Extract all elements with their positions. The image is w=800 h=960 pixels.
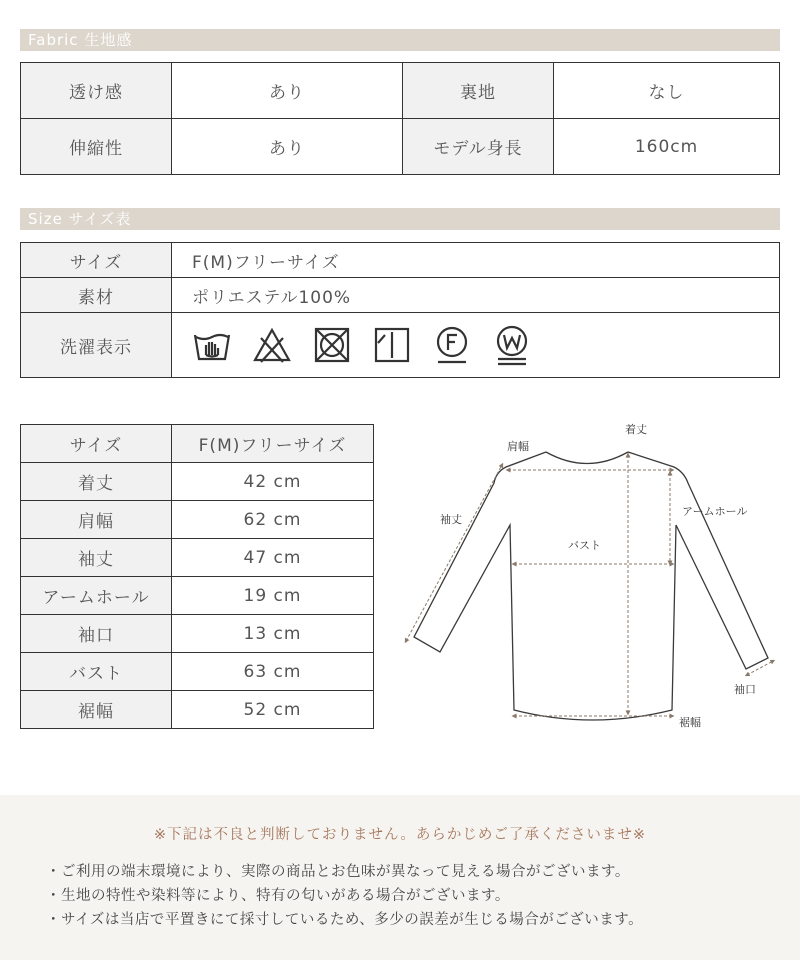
size-value: F(M)フリーサイズ (172, 243, 780, 278)
table-row (21, 577, 374, 615)
measurement-value: 62 cm (172, 501, 374, 539)
measurement-label: 裾幅 (21, 691, 172, 729)
measurement-label: 肩幅 (21, 501, 172, 539)
measurement-label: 着丈 (21, 463, 172, 501)
measurement-value: 47 cm (172, 539, 374, 577)
wash-label: 洗濯表示 (21, 313, 172, 378)
table-row (21, 615, 374, 653)
label-sleeve: 袖丈 (440, 513, 462, 526)
label-bust: バスト (568, 539, 601, 552)
material-value: ポリエステル100% (172, 278, 780, 313)
label-shoulder: 肩幅 (507, 440, 529, 453)
fabric-label: モデル身長 (403, 119, 554, 175)
table-row (21, 425, 374, 463)
no-tumble-dry-icon (312, 325, 352, 365)
table-row (21, 691, 374, 729)
garment-outline (414, 452, 768, 720)
table-row (21, 119, 780, 175)
measurement-label: 袖口 (21, 615, 172, 653)
measurement-value: 19 cm (172, 577, 374, 615)
notes-list (46, 860, 800, 932)
fabric-label: 裏地 (403, 63, 554, 119)
measurement-value: 52 cm (172, 691, 374, 729)
label-cuff: 袖口 (734, 683, 756, 696)
material-label: 素材 (21, 278, 172, 313)
table-row (21, 243, 780, 278)
measurement-label: バスト (21, 653, 172, 691)
size-table (20, 242, 780, 378)
table-row (21, 278, 780, 313)
measurement-label: 袖丈 (21, 539, 172, 577)
fabric-label: 伸縮性 (21, 119, 172, 175)
label-hem: 裾幅 (679, 716, 701, 729)
measurement-header-label: サイズ (21, 425, 172, 463)
size-label: サイズ (21, 243, 172, 278)
fabric-value: あり (172, 119, 403, 175)
measurement-value: 42 cm (172, 463, 374, 501)
notes-section (0, 795, 800, 960)
table-row (21, 463, 374, 501)
table-row (21, 653, 374, 691)
fabric-label: 透け感 (21, 63, 172, 119)
fabric-table (20, 62, 780, 175)
wash-icons-cell (172, 313, 780, 378)
fabric-value: 160cm (554, 119, 780, 175)
hand-wash-icon (192, 325, 232, 365)
fabric-section-heading: Fabric 生地感 (20, 29, 780, 51)
fabric-value: あり (172, 63, 403, 119)
label-armhole: アームホール (682, 505, 748, 518)
wet-clean-w-icon (492, 324, 532, 366)
measurement-label: アームホール (21, 577, 172, 615)
table-row (21, 539, 374, 577)
table-row (21, 501, 374, 539)
garment-diagram (398, 415, 782, 735)
list-item: ・サイズは当店で平置きにて採寸しているため、多少の誤差が生じる場合がございます。 (46, 912, 644, 928)
measurement-header-value: F(M)フリーサイズ (172, 425, 374, 463)
table-row (21, 63, 780, 119)
size-section-heading: Size サイズ表 (20, 208, 780, 230)
measurement-value: 63 cm (172, 653, 374, 691)
label-length: 着丈 (625, 423, 647, 436)
dry-clean-f-icon (432, 325, 472, 365)
measure-lines (406, 455, 773, 716)
list-item: ・生地の特性や染料等により、特有の匂いがある場合がございます。 (46, 888, 510, 904)
fabric-value: なし (554, 63, 780, 119)
table-row (21, 313, 780, 378)
line-dry-icon (372, 325, 412, 365)
notes-title: ※下記は不良と判断しておりません。あらかじめご了承くださいませ※ (153, 827, 647, 843)
measurement-value: 13 cm (172, 615, 374, 653)
no-bleach-icon (252, 326, 292, 364)
measurement-table (20, 424, 374, 729)
list-item: ・ご利用の端末環境により、実際の商品とお色味が異なって見える場合がございます。 (46, 864, 630, 880)
